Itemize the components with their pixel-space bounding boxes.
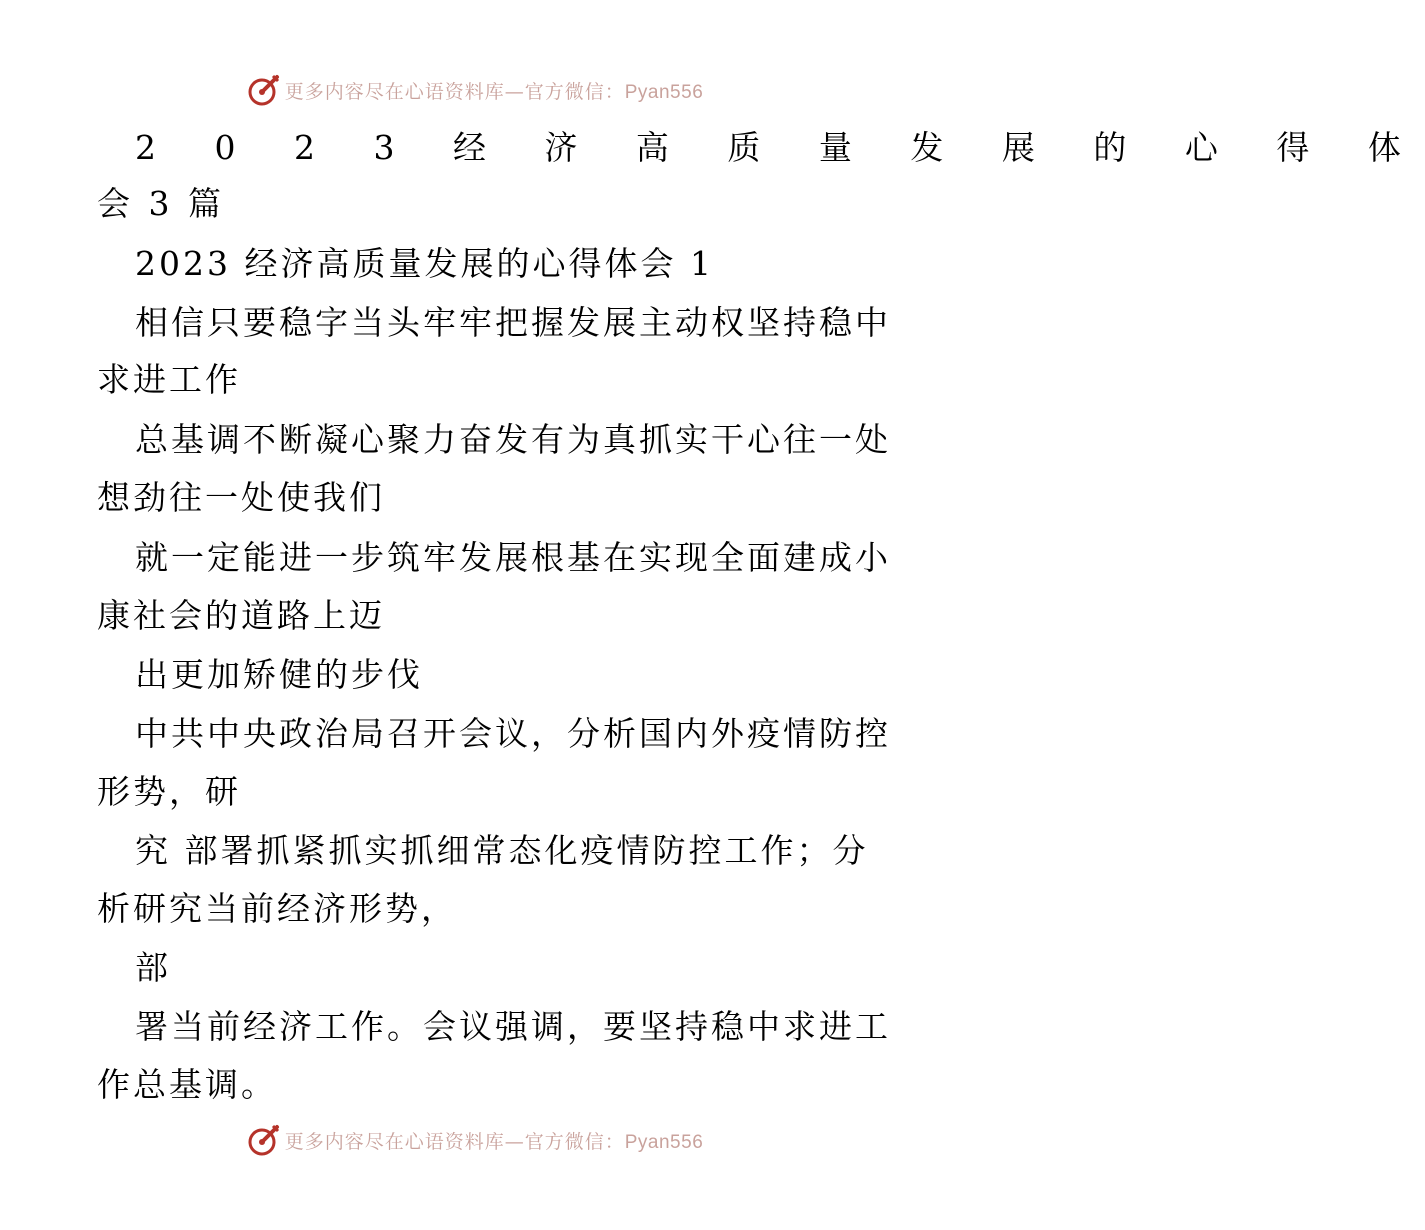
doc-line: 康社会的道路上迈 — [97, 596, 385, 635]
watermark-text: 更多内容尽在心语资料库—官方微信：Pyan556 — [284, 1130, 704, 1153]
doc-line: 相信只要稳字当头牢牢把握发展主动权坚持稳中 — [135, 303, 891, 342]
doc-line: 总基调不断凝心聚力奋发有为真抓实干心往一处 — [135, 420, 891, 459]
doc-line: 署当前经济工作。会议强调，要坚持稳中求进工 — [135, 1007, 891, 1046]
doc-line: 析研究当前经济形势， — [97, 889, 457, 928]
doc-line: 出更加矫健的步伐 — [135, 655, 423, 694]
doc-line: 中共中央政治局召开会议，分析国内外疫情防控 — [135, 714, 891, 753]
doc-line: 想劲往一处使我们 — [97, 478, 385, 517]
doc-line: 部 — [135, 948, 171, 987]
doc-title-line-2: 会 3 篇 — [97, 184, 225, 223]
pen-logo-icon — [247, 1123, 281, 1157]
doc-line: 究 部署抓紧抓实抓细常态化疫情防控工作；分 — [135, 831, 869, 870]
doc-title-line-1: 2 0 2 3 经 济 高 质 量 发 展 的 心 得 体 — [135, 128, 1425, 167]
watermark-account: Pyan556 — [624, 1131, 704, 1153]
doc-line: 形势，研 — [97, 772, 241, 811]
doc-line: 就一定能进一步筑牢发展根基在实现全面建成小 — [135, 538, 891, 577]
watermark-header — [0, 72, 950, 108]
doc-line: 作总基调。 — [97, 1065, 277, 1104]
watermark-footer — [0, 1122, 950, 1158]
doc-subtitle: 2023 经济高质量发展的心得体会 1 — [135, 244, 714, 283]
watermark-text: 更多内容尽在心语资料库—官方微信：Pyan556 — [284, 80, 704, 103]
doc-line: 求进工作 — [97, 360, 241, 399]
pen-logo-icon — [247, 73, 281, 107]
watermark-account: Pyan556 — [624, 81, 704, 103]
